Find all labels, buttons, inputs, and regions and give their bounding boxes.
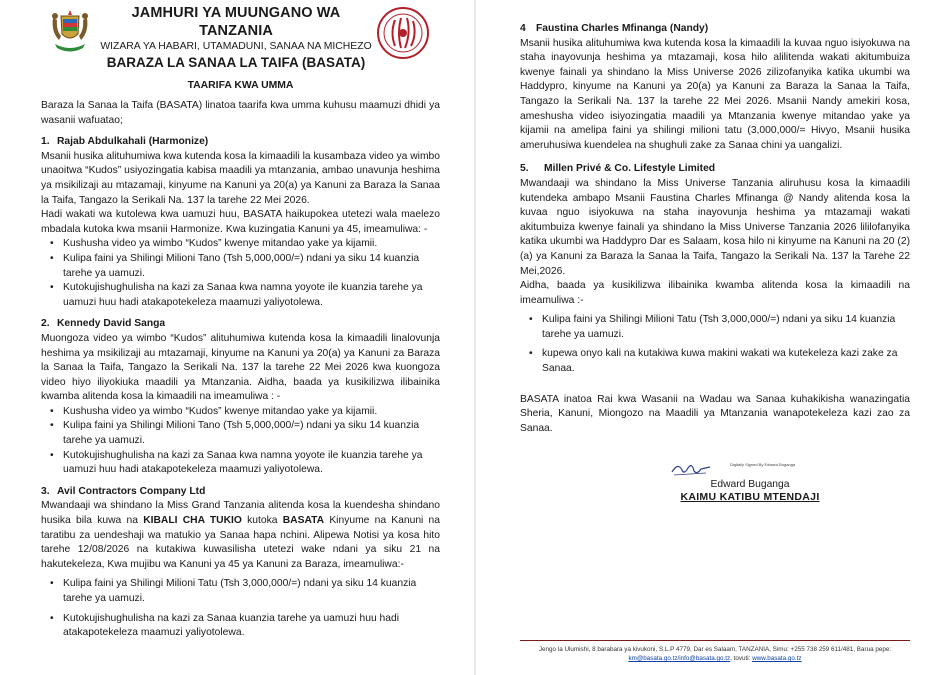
section-name: Kennedy David Sanga <box>57 318 166 330</box>
section-number: 4 <box>520 23 526 34</box>
organization-name: BARAZA LA SANAA LA TAIFA (BASATA) <box>106 55 366 70</box>
coat-of-arms-icon <box>47 8 93 56</box>
section-heading <box>41 485 440 500</box>
section-heading <box>520 162 910 177</box>
section-number: 1. <box>41 136 50 148</box>
section-paragraph <box>41 499 440 572</box>
decision-list <box>41 237 440 310</box>
page-footer <box>520 640 910 663</box>
paragraph-text: Mwandaaji wa shindano la Miss Grand Tanzania alitenda kosa la kuendesha shindano husika bila kuwa na <box>41 500 440 527</box>
notice-title: TAARIFA KWA UMMA <box>187 80 294 91</box>
footer-email-link[interactable]: km@basata.go.tz/info@basata.go.tz <box>628 655 731 662</box>
paragraph-text: Kinyume na Kanuni na taratibu za uendeshaji wa matukio ya Sanaa hapa nchini. Alipewa Notisi ya kosa hito tarehe 12/08/2026 na kutakiwa kuwasilisha utetezi wake ndani ya siku 21 na hakutekeleza, Kwa mujibu wa Kanuni ya 45 ya Kanuni za Baraza, imeamuliwa:- <box>41 515 441 570</box>
section-number: 3. <box>41 485 50 497</box>
section-paragraph: Hadi wakati wa kutolewa kwa uamuzi huu, BASATA haikupokea utetezi wala maelezo mbadala kutoka kwa msanii Harmonize. Kwa kuzingatia Kanuni ya 45, imeamuliwa: - <box>41 209 440 235</box>
digital-signature-note: Digitally Signed By Edward Buganga <box>730 462 796 468</box>
page-2 <box>480 0 948 675</box>
list-item: • Kushusha video ya wimbo “Kudos” kwenye mitandao yake ya kijamii. <box>63 405 440 420</box>
ministry-name: WIZARA YA HABARI, UTAMADUNI, SANAA NA MICHEZO <box>100 41 372 52</box>
section-number: 5. <box>520 163 529 175</box>
signatory-name: Edward Buganga <box>710 479 790 491</box>
permit-term: KIBALI CHA TUKIO <box>143 515 242 527</box>
section-heading <box>41 317 440 332</box>
list-item: • Kulipa faini ya Shilingi Milioni Tatu (Tsh 3,000,000/=) ndani ya siku 14 kuanzia tarehe ya uamuzi. <box>542 313 910 342</box>
section-paragraph: Muongoza video ya wimbo “Kudos” alituhumiwa kutenda kosa la kimaadili linalovunja heshima ya msikilizaji au mtazamaji, kinyume na Kanuni ya 20(a) ya Kanuni za Baraza la Sanaa la Taifa, Tangazo la Serikali Na. 137 la tarehe 22 Mei 2026 kwa kuongoza video hiyo iliyokiuka maadili ya Mtanzania. Aidha, baada ya kusikilizwa ilibainika kwamba alitenda kosa la kimaadili na imeamuliwa : - <box>41 332 440 403</box>
page-1 <box>0 0 470 675</box>
page-divider <box>474 0 476 675</box>
list-item: • Kutokujishughulisha na kazi za Sanaa kwa namna yoyote ile kuanzia tarehe ya uamuzi huu hadi atakapotekeleza maamuzi yaliyotolewa. <box>63 449 440 478</box>
list-item: • Kulipa faini ya Shilingi Milioni Tano (Tsh 5,000,000/=) ndani ya siku 14 kuanzia tarehe ya uamuzi. <box>63 419 440 448</box>
list-item: • Kutokujishughulisha na kazi za Sanaa kuanzia tarehe ya uamuzi huu hadi atakapotekeleza maamuzi yaliyotolewa. <box>63 612 440 641</box>
section-paragraph: Msanii husika alituhumiwa kwa kutenda kosa la kimaadili la kusambaza video ya wimbo unaoitwa “Kudos” usiyozingatia kabisa maadili ya mtanzania, ambao unavunja heshima ya msikilizaji au mtazamaji, kinyume na Kanuni ya 20(a) ya Kanuni za Baraza la Sanaa la Taifa, Tangazo la Serikali Na. 137 la tarehe 22 Mei 2026. <box>41 150 440 206</box>
footer-website-label: , tovuti: <box>730 655 751 662</box>
basata-seal-icon <box>376 6 430 60</box>
section-heading <box>520 22 910 37</box>
republic-title: JAMHURI YA MUUNGANO WA TANZANIA <box>131 5 341 39</box>
list-item: • Kulipa faini ya Shilingi Milioni Tano (Tsh 5,000,000/=) ndani ya siku 14 kuanzia tarehe ya uamuzi. <box>63 252 440 281</box>
section-3 <box>41 485 440 641</box>
section-name: Rajab Abdulkahali (Harmonize) <box>57 136 209 148</box>
decision-list <box>41 405 440 478</box>
list-item: • kupewa onyo kali na kutakiwa kuwa makini wakati wa kutekeleza kazi zake za Sanaa. <box>542 347 910 376</box>
footer-address: Jengo la Ulumishi, 8 barabara ya kivukoni, S.L.P 4779, Dar es Salaam, TANZANIA, Simu: +255 738 259 611/481, Barua pepe: <box>538 646 892 653</box>
intro-text: Baraza la Sanaa la Taifa (BASATA) linatoa taarifa kwa umma kuhusu maamuzi dhidi ya wasanii wafuatao; <box>41 100 440 126</box>
section-name: Faustina Charles Mfinanga (Nandy) <box>536 23 709 34</box>
decision-list <box>41 577 440 640</box>
section-paragraph: Mwandaaji wa shindano la Miss Universe Tanzania aliruhusu kosa la kimaadili kutendeka ambapo Msanii Faustina Charles Mfinanga @ Nandy alitenda kosa la kuvaa nguo isiyokuwa na staha inayovunja heshima ya mtazamaji wakati akitumbuiza kwenye fainali ya shindano la Miss Universe Tanzania 2026 lililofanyika katika ukumbi wa Haddypro Dar es Salaam, kosa hilo ni kinyume na Kanuni na 20 (2) (a) ya Kanuni za Baraza la Sanaa la Taifa, Tangazo la Serikali Na. 137 la Tarehe 22 Mei,2026. <box>520 177 910 277</box>
section-heading <box>41 135 440 150</box>
section-4 <box>520 22 910 153</box>
section-name: Millen Privé & Co. Lifestyle Limited <box>544 163 716 175</box>
signature-block <box>520 458 910 516</box>
section-5 <box>520 162 910 376</box>
section-number: 2. <box>41 318 50 330</box>
section-name: Avil Contractors Company Ltd <box>57 485 206 497</box>
list-item: • Kushusha video ya wimbo “Kudos” kwenye mitandao yake ya kijamii. <box>63 237 440 252</box>
decision-list <box>520 313 910 376</box>
letterhead-text <box>96 4 376 71</box>
signature-icon <box>670 460 712 478</box>
basata-term: BASATA <box>282 515 325 527</box>
section-1 <box>41 135 440 310</box>
section-paragraph: Msanii husika alituhumiwa kwa kutenda kosa la kimaadili la kuvaa nguo isiyokuwa na staha inayovunja heshima ya mtazamaji, kosa hilo alilitenda wakati akitumbuiza kwenye fainali ya shindano la Miss Universe 2026 zilizofanyika katika ukumbi wa Haddypro, kinyume na Kanuni ya 20(a) ya Kanuni za Baraza la Sanaa la Taifa, Tangazo la Serikali Na. 137 la tarehe 22 Mei 2026. Msanii Nandy amekiri kosa, ameshusha video isiyozingatia maadili ya Mtanzania kwenye mitandao yake ya kijamii na amelipa faini ya shilingi milioni tatu (3,000,000/= Hivyo, Msanii husika ameruhusiwa kuendelea na shughuli zake za Sanaa chini ya uangalizi. <box>520 37 910 151</box>
closing-statement: BASATA inatoa Rai kwa Wasanii na Wadau wa Sanaa kuhakikisha wanazingatia Sheria, Kanuni, Miongozo na Maadili ya Mtanzania wanapotekeleza kazi zao za Sanaa. <box>520 393 910 434</box>
letterhead <box>41 0 440 70</box>
section-paragraph: Aidha, baada ya kusikilizwa ilibainika kwamba alitenda kosa la kimaadili na imeamuliwa :- <box>520 280 910 306</box>
list-item: • Kulipa faini ya Shilingi Milioni Tatu (Tsh 3,000,000/=) ndani ya siku 14 kuanzia tarehe ya uamuzi. <box>63 577 440 606</box>
list-item: • Kutokujishughulisha na kazi za Sanaa kwa namna yoyote ile kuanzia tarehe ya uamuzi huu hadi atakapotekeleza maamuzi yaliyotolewa. <box>63 281 440 310</box>
footer-website-link[interactable]: www.basata.go.tz <box>752 655 802 662</box>
section-2 <box>41 317 440 478</box>
signatory-title: KAIMU KATIBU MTENDAJI <box>680 491 820 504</box>
paragraph-text: kutoka <box>241 515 283 527</box>
